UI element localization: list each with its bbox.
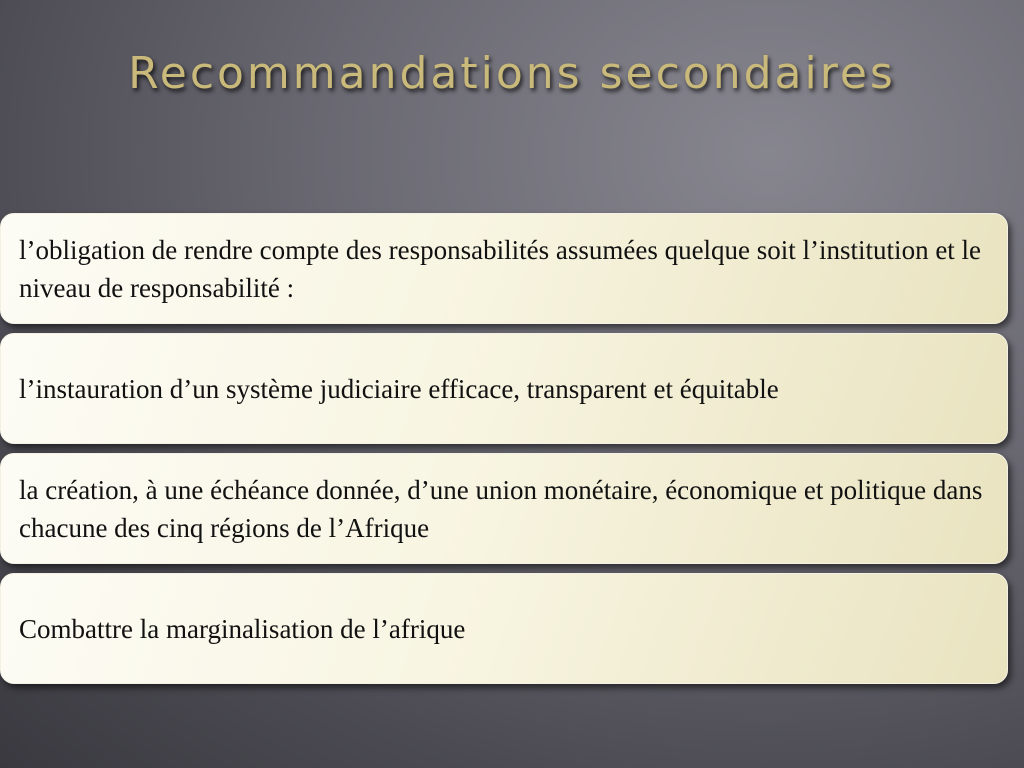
recommendation-card-2 <box>0 333 1008 444</box>
recommendation-text-3: la création, à une échéance donnée, d’une union monétaire, économique et politique dans chacune des cinq régions de l’Afrique <box>19 474 983 543</box>
recommendation-card-4 <box>0 573 1008 684</box>
recommendations-list <box>0 213 1008 693</box>
recommendation-text-2: l’instauration d’un système judiciaire efficace, transparent et équitable <box>19 373 779 404</box>
slide-title: Recommandations secondaires <box>128 48 896 99</box>
recommendation-text-1: l’obligation de rendre compte des responsabilités assumées quelque soit l’institution et le niveau de responsabilité : <box>19 234 982 303</box>
recommendation-card-3 <box>0 453 1008 564</box>
recommendation-text-4: Combattre la marginalisation de l’afrique <box>19 613 466 644</box>
recommendation-card-1 <box>0 213 1008 324</box>
